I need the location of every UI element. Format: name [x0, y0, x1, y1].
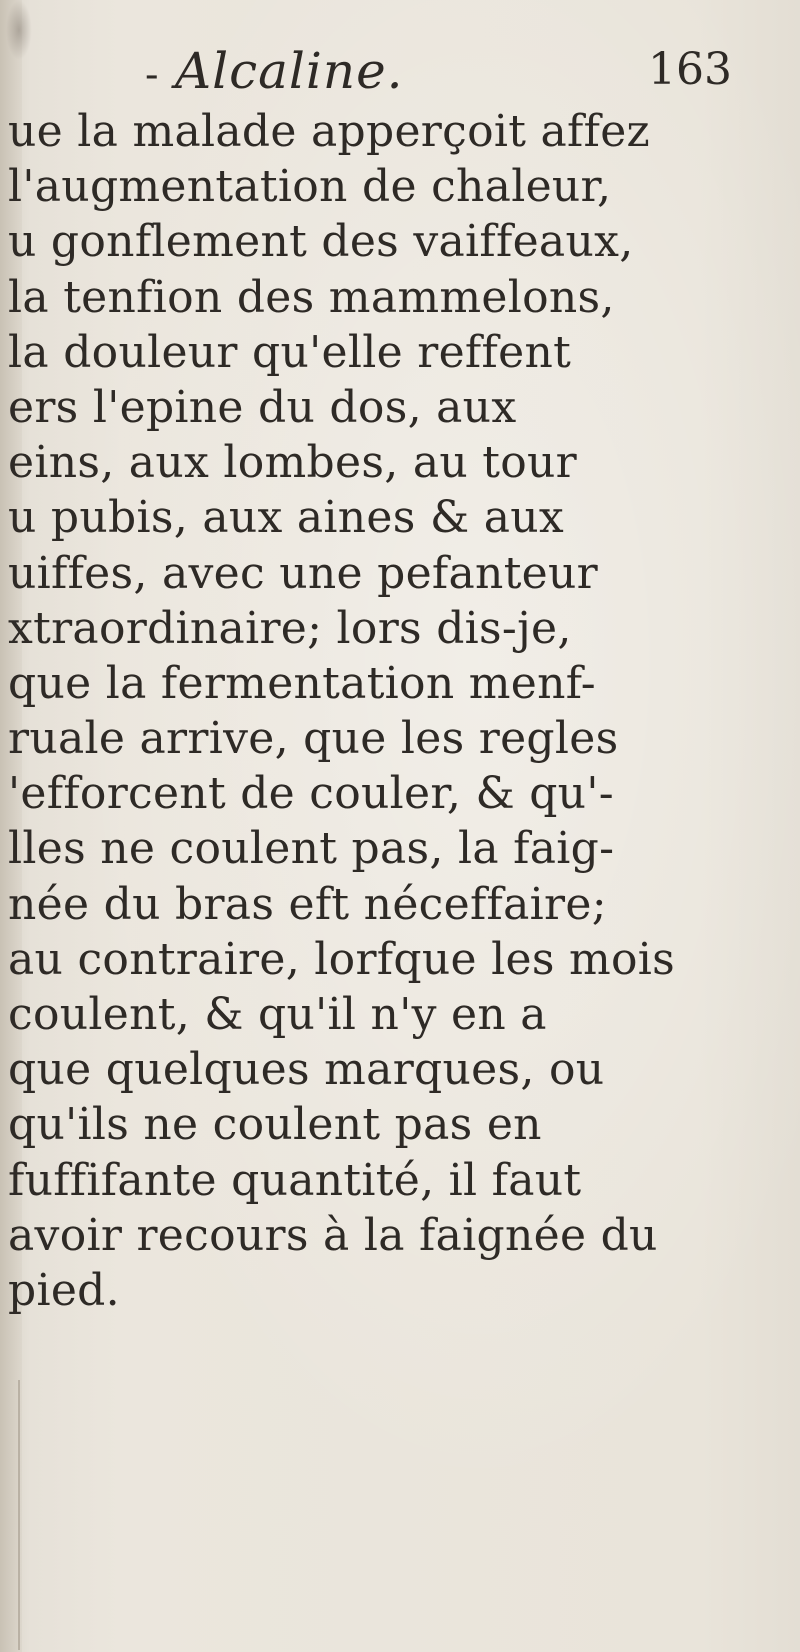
text-line: que quelques marques, ou: [8, 1044, 605, 1096]
text-line: 'efforcent de couler, & qu'-: [8, 768, 614, 820]
text-line: fuffifante quantité, il faut: [8, 1154, 582, 1206]
text-line: l'augmentation de chaleur,: [8, 161, 612, 213]
text-line: xtraordinaire; lors dis-je,: [8, 602, 572, 654]
text-line: née du bras eft néceffaire;: [8, 878, 607, 930]
text-line: u gonflement des vaiffeaux,: [8, 216, 634, 268]
page-header: [0, 40, 800, 100]
margin-rule: [18, 1380, 20, 1650]
text-line: lles ne coulent pas, la faig-: [8, 823, 615, 875]
text-line: ue la malade apperçoit affez: [8, 106, 651, 157]
text-line: pied.: [8, 1264, 120, 1316]
text-line: la douleur qu'elle reffent: [8, 326, 572, 378]
text-line: au contraire, lorfque les mois: [8, 933, 676, 985]
text-line: que la fermentation menf-: [8, 657, 596, 709]
page-number: 163: [648, 44, 732, 95]
text-line: la tenfion des mammelons,: [8, 271, 615, 323]
body-text: [8, 104, 798, 1318]
text-line: coulent, & qu'il n'y en a: [8, 989, 547, 1040]
text-line: u pubis, aux aines & aux: [8, 492, 564, 544]
text-line: eins, aux lombes, au tour: [8, 437, 578, 489]
text-line: uiffes, avec une pefanteur: [8, 547, 598, 599]
running-title: Alcaline.: [175, 42, 404, 100]
text-line: avoir recours à la faignée du: [8, 1209, 658, 1261]
text-line: ers l'epine du dos, aux: [8, 381, 517, 433]
text-line: ruale arrive, que les regles: [8, 713, 619, 765]
text-line: qu'ils ne coulent pas en: [8, 1099, 542, 1151]
header-dash: -: [145, 52, 159, 98]
